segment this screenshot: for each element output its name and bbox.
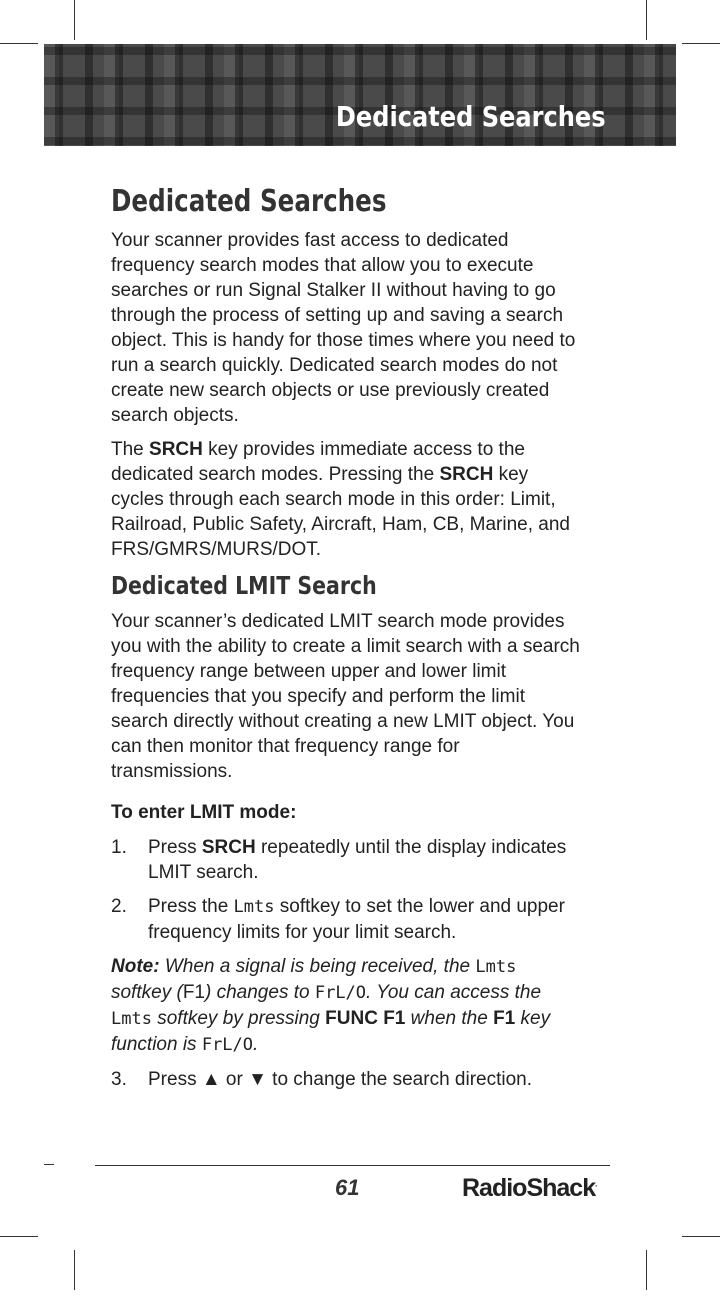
- lcd-text: Lmts: [475, 957, 517, 977]
- page-number: 61: [335, 1175, 360, 1200]
- procedure-title: To enter LMIT mode:: [111, 802, 297, 823]
- crop-mark: [44, 1164, 54, 1165]
- page-content: [111, 184, 581, 1101]
- srch-key: SRCH: [439, 464, 494, 485]
- subsection-heading: Dedicated LMIT Search: [111, 571, 377, 600]
- key-name: F1: [493, 1008, 516, 1029]
- crop-mark: [74, 0, 75, 40]
- lcd-text: FrL/O: [314, 983, 367, 1003]
- note: Note: When a signal is being received, the Lmts softkey (F1) changes to FrL/O. You can access the Lmts softkey by pressing FUNC F1 when the F1 key function is FrL/O.: [111, 956, 551, 1055]
- lcd-softkey: Lmts: [233, 897, 275, 917]
- step-item: 2. Press the Lmts softkey to set the lower and upper frequency limits for your limit search.: [111, 896, 565, 943]
- procedure-steps: [111, 1067, 581, 1092]
- banner-title: Dedicated Searches: [336, 100, 606, 133]
- brand-logo: RadioShack.: [462, 1174, 598, 1202]
- crop-mark: [646, 0, 647, 40]
- section-heading: Dedicated Searches: [111, 184, 387, 219]
- intro-paragraph: Your scanner provides fast access to dedicated frequency search modes that allow you to execute searches or run Signal Stalker II without having to go through the process of setting up and saving a search object. This is handy for those times where you need to run a search quickly. Dedicated search modes do not create new search objects or use previously created search objects.: [111, 230, 576, 426]
- crop-mark: [682, 1236, 720, 1237]
- crop-mark: [646, 1250, 647, 1290]
- crop-mark: [682, 43, 720, 44]
- step-item: 3. Press ▲ or ▼ to change the search direction.: [111, 1069, 533, 1090]
- srch-paragraph: The SRCH key provides immediate access to the dedicated search modes. Pressing the SRCH key cycles through each search mode in this order: Limit, Railroad, Public Safety, Aircraft, Ham, CB, Marine, and FRS/GMRS/MURS/DOT.: [111, 439, 570, 560]
- crop-mark: [74, 1250, 75, 1290]
- crop-mark: [0, 1236, 38, 1237]
- header-banner: [44, 44, 676, 146]
- srch-key: SRCH: [201, 837, 256, 858]
- crop-mark: [0, 43, 38, 44]
- procedure-steps: [111, 835, 581, 945]
- key-name: FUNC F1: [325, 1008, 406, 1029]
- footer-rule: [95, 1165, 610, 1166]
- srch-key: SRCH: [149, 439, 203, 460]
- step-item: 1. Press SRCH repeatedly until the display indicates LMIT search.: [111, 837, 567, 883]
- lcd-text: Lmts: [111, 1009, 152, 1029]
- note-label: Note:: [111, 956, 160, 977]
- lcd-text: FrL/O: [201, 1035, 254, 1055]
- lmit-paragraph: Your scanner’s dedicated LMIT search mode provides you with the ability to create a limit search with a search frequency range between upper and lower limit frequencies that you specify and perform the limit search directly without creating a new LMIT object. You can then monitor that frequency range for transmissions.: [111, 611, 580, 782]
